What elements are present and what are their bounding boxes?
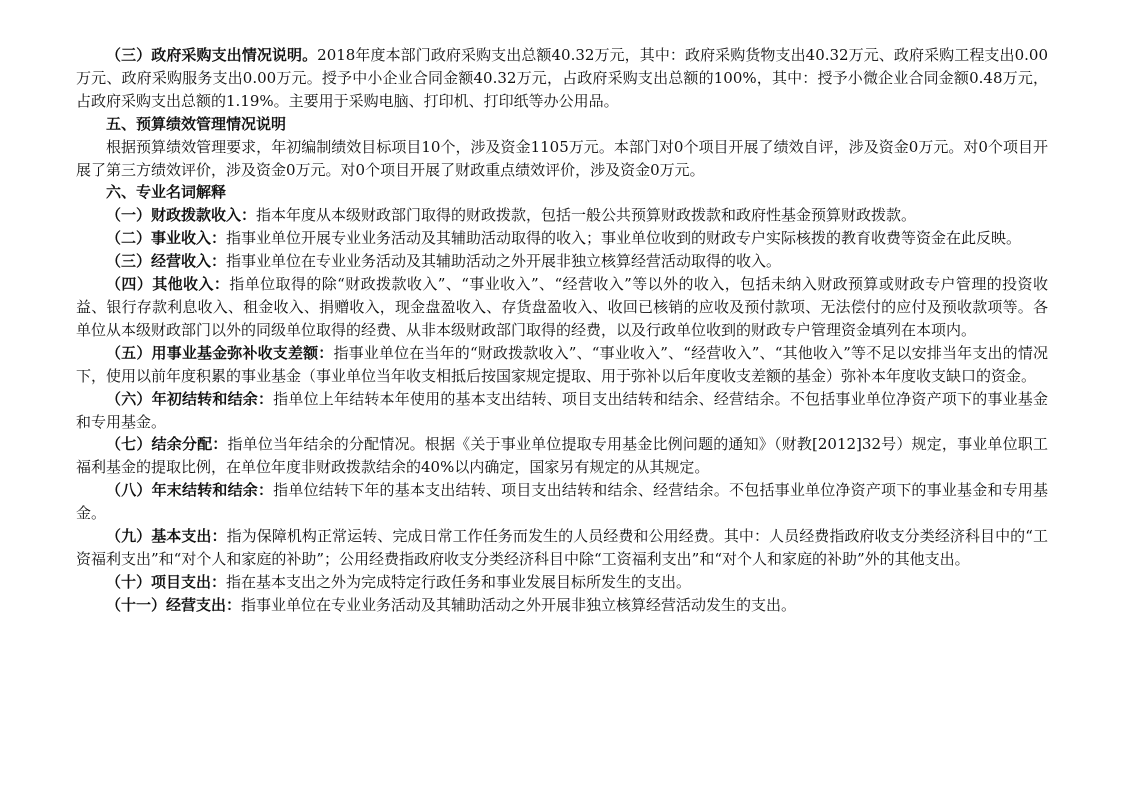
glossary-item xyxy=(76,273,1048,342)
glossary-term: （八）年末结转和结余： xyxy=(106,481,274,500)
performance-heading: 五、预算绩效管理情况说明 xyxy=(106,114,287,133)
glossary-definition: 指事业单位开展专业业务活动及其辅助活动取得的收入；事业单位收到的财政专户实际核拨的教育收费等资金在此反映。 xyxy=(226,229,1022,248)
glossary-definition: 指单位上年结转本年使用的基本支出结转、项目支出结转和结余、经营结余。不包括事业单位净资产项下的事业基金和专用基金。 xyxy=(76,389,1048,431)
glossary-item xyxy=(76,227,1048,250)
glossary-item xyxy=(76,250,1048,273)
glossary-item xyxy=(76,388,1048,434)
glossary-term: （十）项目支出： xyxy=(106,572,227,591)
glossary-item xyxy=(76,479,1048,525)
glossary-definition: 指事业单位在专业业务活动及其辅助活动之外开展非独立核算经营活动发生的支出。 xyxy=(241,595,797,614)
glossary-definition: 指事业单位在当年的“财政拨款收入”、“事业收入”、“经营收入”、“其他收入”等不足以安排当年支出的情况下，使用以前年度积累的事业基金（事业单位当年收支相抵后按国家规定提取、用于弥补以后年度收支差额的基金）弥补本年度收支缺口的资金。 xyxy=(76,343,1048,385)
glossary-definition: 指单位取得的除“财政拨款收入”、“事业收入”、“经营收入”等以外的收入，包括未纳入财政预算或财政专户管理的投资收益、银行存款利息收入、租金收入、捐赠收入，现金盘盈收入、存货盘盈收入、收回已核销的应收及预付款项、无法偿付的应付及预收款项等。各单位从本级财政部门以外的同级单位取得的经费、从非本级财政部门取得的经费，以及行政单位收到的财政专户管理资金填列在本项内。 xyxy=(76,275,1048,339)
glossary-term: （四）其他收入： xyxy=(106,275,230,294)
glossary-definition: 指为保障机构正常运转、完成日常工作任务而发生的人员经费和公用经费。其中：人员经费指政府收支分类经济科目中的“工资福利支出”和“对个人和家庭的补助”；公用经费指政府收支分类经济科目中除“工资福利支出”和“对个人和家庭的补助”外的其他支出。 xyxy=(76,527,1048,568)
performance-paragraph: 根据预算绩效管理要求，年初编制绩效目标项目10个，涉及资金1105万元。本部门对0个项目开展了绩效自评，涉及资金0万元。对0个项目开展了第三方绩效评价，涉及资金0万元。对0个项目开展了财政重点绩效评价，涉及资金0万元。 xyxy=(76,137,1048,179)
glossary-item xyxy=(76,594,1048,617)
procurement-text: 2018年度本部门政府采购支出总额40.32万元，其中：政府采购货物支出40.32万元、政府采购工程支出0.00万元、政府采购服务支出0.00万元。授予中小企业合同金额40.32万元，占政府采购支出总额的100%，其中：授予小微企业合同金额0.48万元，占政府采购支出总额的1.19%。主要用于采购电脑、打印机、打印纸等办公用品。 xyxy=(76,46,1048,110)
glossary-term: （十一）经营支出： xyxy=(106,595,242,614)
glossary-item xyxy=(76,204,1048,227)
glossary-heading: 六、专业名词解释 xyxy=(106,183,227,202)
glossary-term: （六）年初结转和结余： xyxy=(106,389,274,408)
glossary-definition: 指单位当年结余的分配情况。根据《关于事业单位提取专用基金比例问题的通知》（财教[2012]32号）规定，事业单位职工福利基金的提取比例，在单位年度非财政拨款结余的40%以内确定，国家另有规定的从其规定。 xyxy=(76,435,1048,477)
glossary-term: （三）经营收入： xyxy=(106,252,227,271)
glossary-definition: 指在基本支出之外为完成特定行政任务和事业发展目标所发生的支出。 xyxy=(226,572,692,591)
glossary-term: （九）基本支出： xyxy=(106,527,227,546)
procurement-lead: （三）政府采购支出情况说明。 xyxy=(106,46,318,64)
glossary-definition: 指事业单位在专业业务活动及其辅助活动之外开展非独立核算经营活动取得的收入。 xyxy=(226,252,782,271)
glossary-item xyxy=(76,342,1048,388)
glossary-item xyxy=(76,571,1048,594)
procurement-paragraph xyxy=(76,44,1048,113)
glossary-definition: 指单位结转下年的基本支出结转、项目支出结转和结余、经营结余。不包括事业单位净资产项下的事业基金和专用基金。 xyxy=(76,481,1048,523)
glossary-item xyxy=(76,433,1048,479)
glossary-term: （七）结余分配： xyxy=(106,435,228,454)
document-page xyxy=(76,44,1048,617)
glossary-term: （二）事业收入： xyxy=(106,229,227,248)
glossary-definition: 指本年度从本级财政部门取得的财政拨款，包括一般公共预算财政拨款和政府性基金预算财政拨款。 xyxy=(256,206,917,225)
glossary-item xyxy=(76,525,1048,571)
glossary-term: （五）用事业基金弥补收支差额： xyxy=(106,343,334,362)
glossary-term: （一）财政拨款收入： xyxy=(106,206,257,225)
